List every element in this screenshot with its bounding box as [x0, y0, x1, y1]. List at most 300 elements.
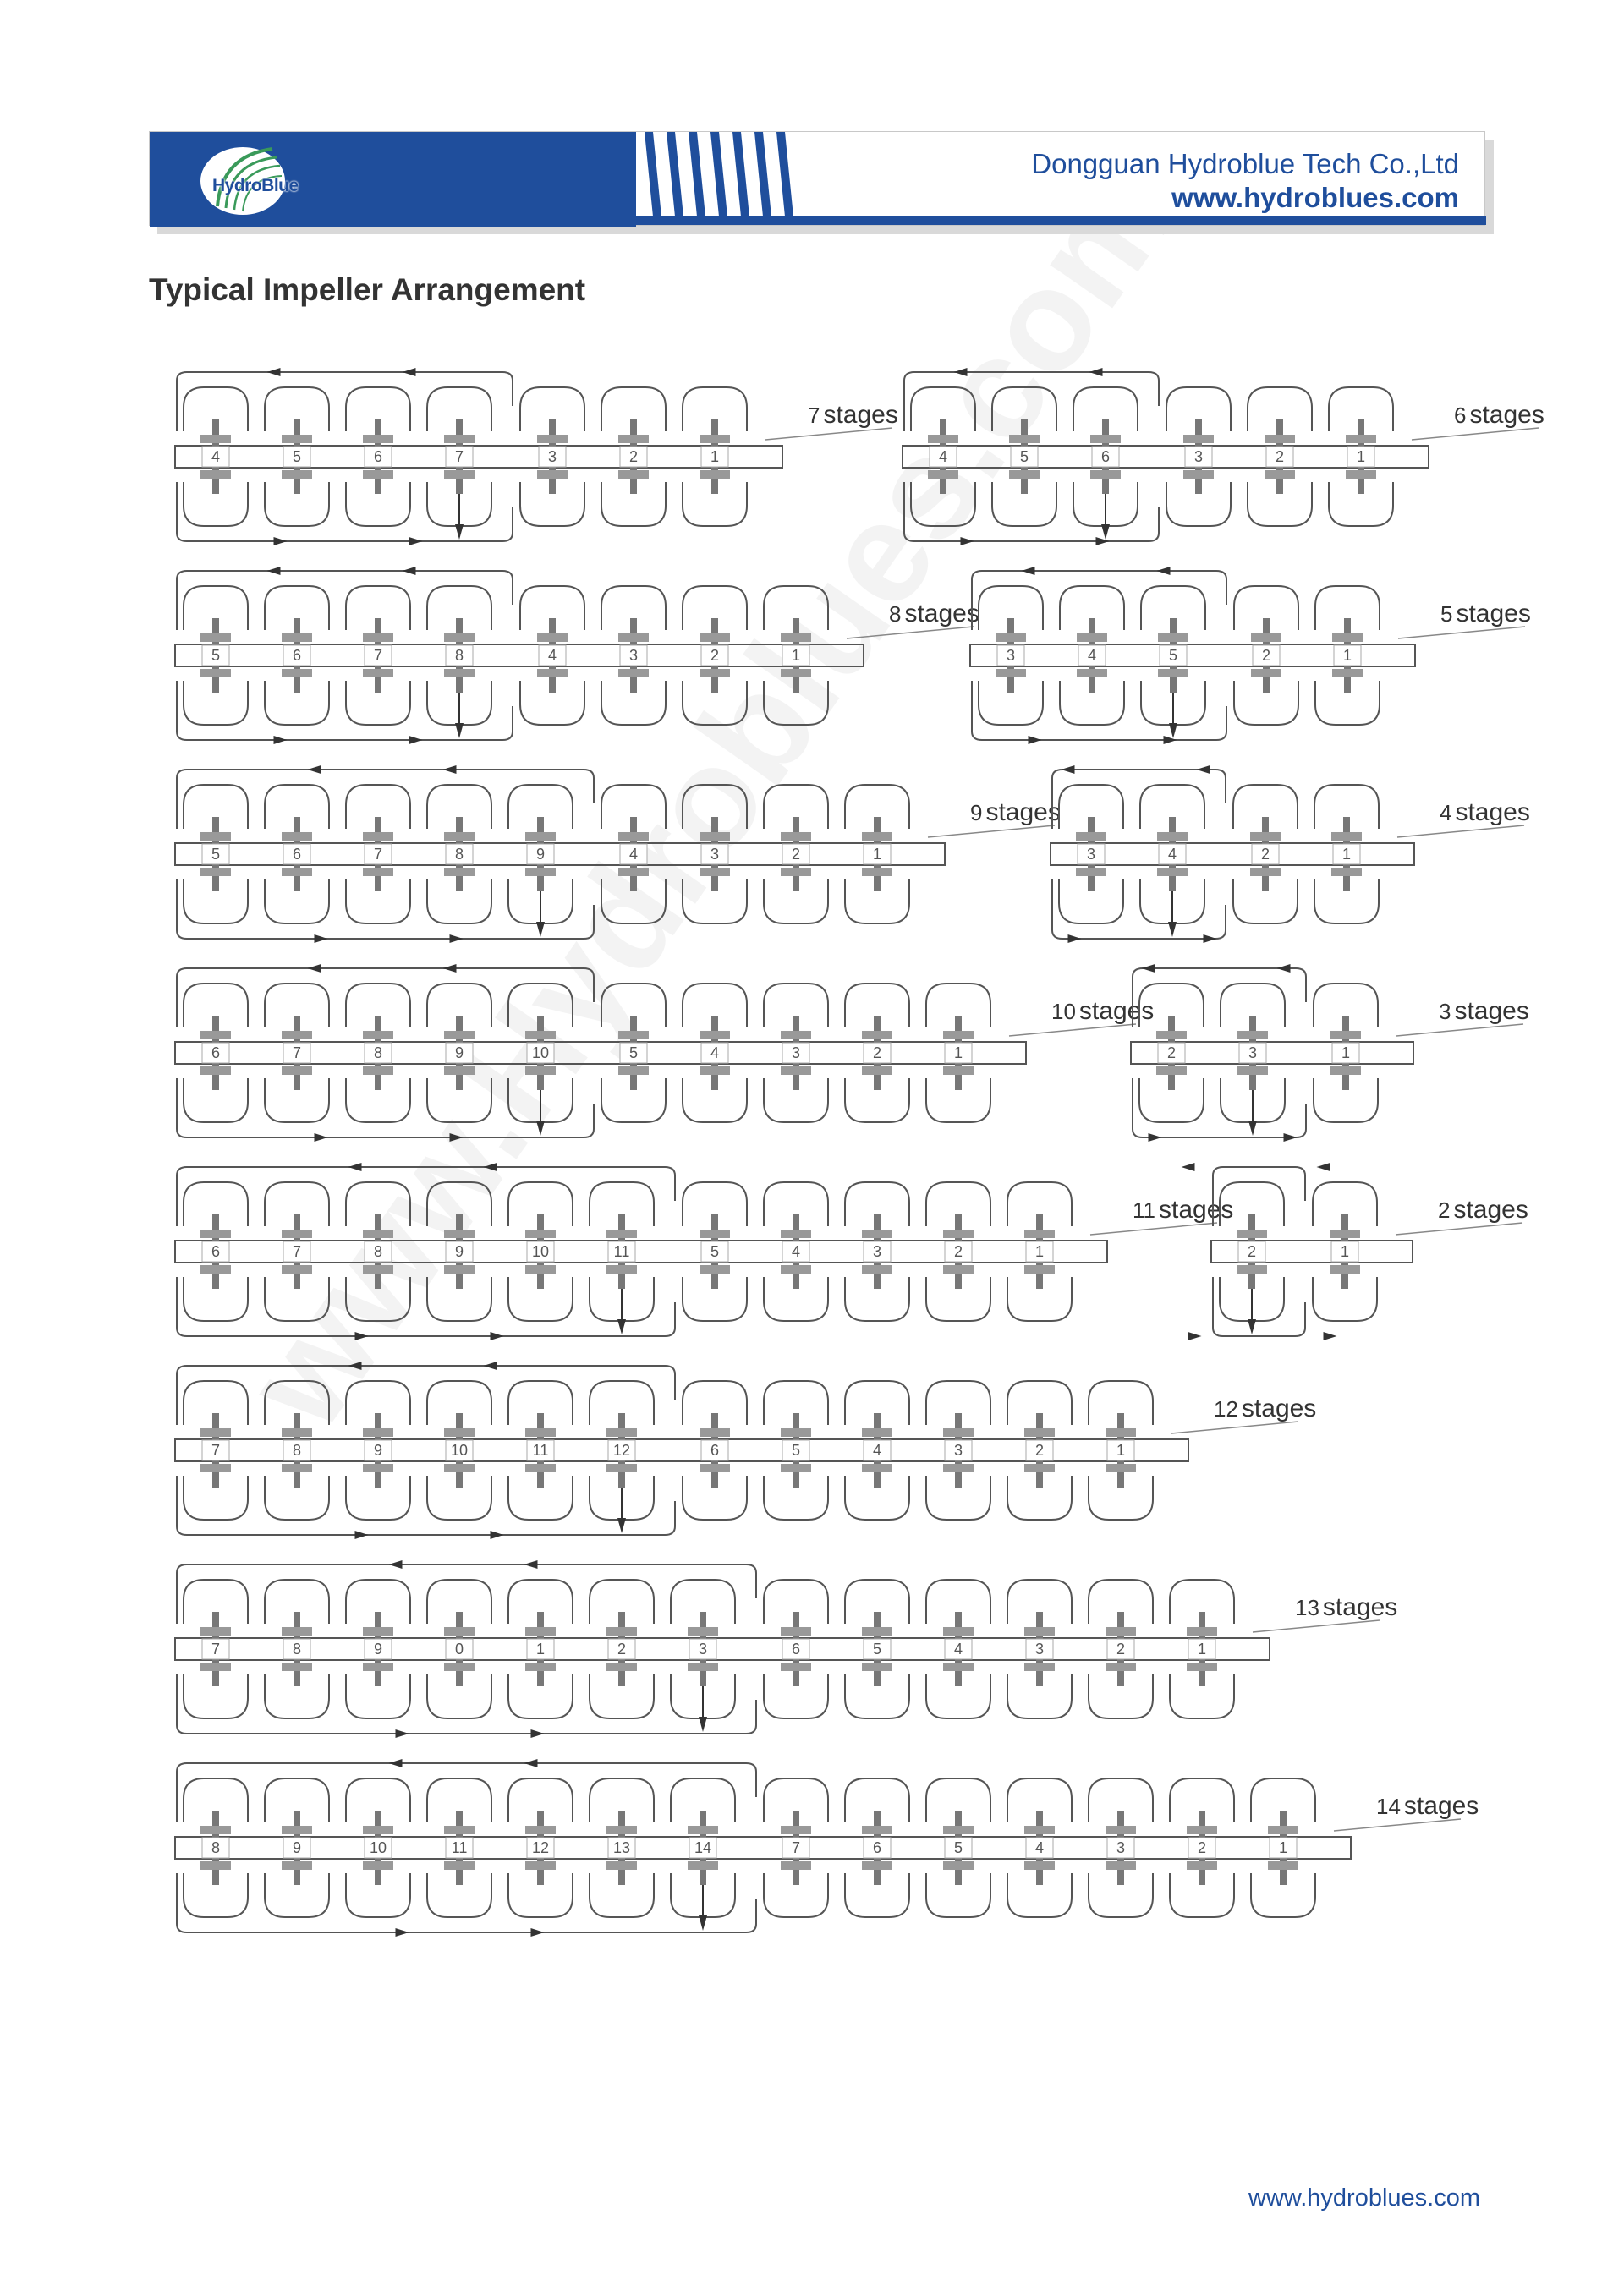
impeller	[1158, 618, 1188, 693]
impeller	[943, 1016, 974, 1090]
stage-count: 9	[970, 800, 983, 825]
impeller	[444, 817, 475, 891]
header-website[interactable]: www.hydroblues.com	[1171, 182, 1459, 213]
impeller-number: 9	[535, 846, 546, 863]
impeller-vane	[1330, 1265, 1360, 1274]
discharge-arrow-icon	[455, 524, 464, 540]
stage-count: 11	[1133, 1197, 1155, 1223]
impeller-number: 2	[1034, 1442, 1045, 1459]
impeller	[700, 1214, 730, 1289]
impeller-vane	[781, 1627, 811, 1636]
stage-word: stages	[904, 600, 979, 627]
flow-arrow-icon	[1284, 1133, 1298, 1142]
impeller-vane	[943, 1663, 974, 1671]
impeller	[943, 1413, 974, 1488]
impeller-vane	[1346, 470, 1376, 479]
impeller-number: 3	[1086, 846, 1096, 863]
impeller-number: 9	[292, 1839, 302, 1856]
flow-arrow-icon	[267, 368, 281, 376]
impeller-number: 5	[791, 1442, 801, 1459]
impeller-vane	[688, 1663, 718, 1671]
page-title: Typical Impeller Arrangement	[149, 272, 586, 307]
impeller	[1250, 817, 1281, 891]
impeller-vane	[1157, 868, 1188, 876]
impeller-vane	[618, 1031, 649, 1039]
impeller-vane	[525, 868, 556, 876]
impeller	[537, 618, 568, 693]
impeller-vane	[781, 669, 811, 677]
discharge-arrow-icon	[617, 1518, 626, 1533]
impeller-number: 7	[292, 1044, 302, 1061]
crossover-loop-bottom	[177, 1674, 756, 1734]
impeller-number: 2	[791, 846, 801, 863]
flow-arrow-icon	[1157, 567, 1171, 575]
flow-arrow-icon	[531, 1928, 545, 1937]
impeller-vane	[1251, 669, 1281, 677]
impeller-vane	[363, 1464, 393, 1472]
impeller	[700, 419, 730, 494]
impeller-number: 1	[1341, 846, 1352, 863]
impeller-vane	[1076, 868, 1106, 876]
impeller-vane	[1330, 1230, 1360, 1238]
discharge-arrow-icon	[617, 1319, 626, 1334]
impeller-vane	[525, 1861, 556, 1870]
impeller-vane	[1106, 1826, 1136, 1834]
impeller	[363, 1612, 393, 1686]
flow-arrow-icon	[1324, 1332, 1337, 1340]
impeller-number: 3	[1006, 647, 1016, 664]
stage-label	[1295, 1593, 1397, 1621]
impeller-number: 5	[292, 448, 302, 465]
impeller-vane	[525, 1031, 556, 1039]
stage-label	[1440, 600, 1531, 627]
impeller-vane	[1187, 1826, 1217, 1834]
header-stripes-graphic	[645, 132, 805, 216]
impeller	[1330, 1214, 1360, 1289]
stage-count: 8	[889, 601, 902, 627]
impeller-number: 1	[1278, 1839, 1288, 1856]
impeller-number: 2	[1261, 647, 1271, 664]
impeller-vane	[525, 1066, 556, 1075]
discharge-arrow-icon	[699, 1915, 707, 1931]
impeller	[781, 1214, 811, 1289]
crossover-loop-top	[177, 1763, 756, 1822]
impeller-vane	[200, 1230, 231, 1238]
impeller-vane	[606, 1861, 637, 1870]
impeller-number: 8	[292, 1641, 302, 1658]
impeller-vane	[1024, 1826, 1055, 1834]
impeller-vane	[1077, 669, 1107, 677]
impeller	[862, 1214, 892, 1289]
header-box	[149, 131, 1485, 226]
impeller	[1106, 1811, 1136, 1885]
flow-arrow-icon	[524, 1759, 538, 1767]
impeller-vane	[200, 1265, 231, 1274]
flow-arrow-icon	[450, 934, 464, 943]
flow-arrow-icon	[531, 1729, 545, 1738]
impeller-vane	[781, 1861, 811, 1870]
impeller-vane	[1250, 868, 1281, 876]
impeller-vane	[1009, 435, 1040, 443]
flow-arrow-icon	[524, 1560, 538, 1569]
impeller-vane	[200, 1428, 231, 1437]
impeller-number: 4	[547, 647, 557, 664]
crossover-loop-bottom	[177, 1873, 756, 1932]
impeller-number: 3	[628, 647, 639, 664]
impeller-vane	[1077, 633, 1107, 642]
impeller	[1265, 419, 1295, 494]
impeller-vane	[537, 669, 568, 677]
stage-word: stages	[1322, 1593, 1398, 1621]
impeller-vane	[606, 1627, 637, 1636]
impeller-vane	[862, 832, 892, 841]
impeller	[606, 1214, 637, 1289]
impeller	[862, 1612, 892, 1686]
impeller-vane	[200, 1861, 231, 1870]
stage-label	[1439, 997, 1529, 1025]
stage-label	[1454, 401, 1544, 429]
impeller-vane	[862, 1663, 892, 1671]
impeller	[444, 1413, 475, 1488]
label-leader-line	[1090, 1223, 1217, 1235]
impeller	[1330, 1016, 1361, 1090]
impeller-vane	[444, 1464, 475, 1472]
stage-label	[808, 401, 898, 429]
impeller-vane	[200, 633, 231, 642]
impeller-vane	[618, 1066, 649, 1075]
impeller	[200, 1016, 231, 1090]
stage-count: 5	[1440, 601, 1453, 627]
impeller-vane	[862, 868, 892, 876]
arrangement-14-stages	[175, 1759, 1479, 1937]
flow-arrow-icon	[355, 1531, 369, 1539]
impeller-vane	[444, 1066, 475, 1075]
impeller	[363, 618, 393, 693]
discharge-arrow-icon	[1168, 922, 1177, 937]
impeller	[1157, 817, 1188, 891]
impeller-number: 4	[938, 448, 948, 465]
impeller-vane	[1346, 435, 1376, 443]
impeller-vane	[525, 1464, 556, 1472]
impeller-vane	[862, 1627, 892, 1636]
impeller-vane	[200, 1066, 231, 1075]
impeller-number: 4	[872, 1442, 882, 1459]
impeller-vane	[862, 1826, 892, 1834]
impeller-vane	[943, 1826, 974, 1834]
flow-arrow-icon	[1188, 1332, 1202, 1340]
impeller-vane	[943, 1627, 974, 1636]
impeller	[525, 1214, 556, 1289]
impeller-number: 7	[791, 1839, 801, 1856]
impeller-vane	[1024, 1663, 1055, 1671]
discharge-arrow-icon	[1169, 723, 1177, 738]
impeller	[200, 1413, 231, 1488]
impeller-number: 5	[872, 1641, 882, 1658]
impeller-vane	[1106, 1627, 1136, 1636]
impeller-vane	[363, 1627, 393, 1636]
impeller-vane	[444, 1861, 475, 1870]
flow-arrow-icon	[315, 934, 328, 943]
impeller-vane	[781, 1031, 811, 1039]
flow-arrow-icon	[267, 567, 281, 575]
arrangement-5-stages	[970, 567, 1531, 744]
stage-label	[1214, 1395, 1316, 1422]
impeller-number: 11	[613, 1243, 630, 1260]
impeller-number: 1	[1356, 448, 1366, 465]
arrangement-4-stages	[1051, 765, 1530, 943]
impeller-vane	[1156, 1031, 1187, 1039]
impeller-vane	[862, 1464, 892, 1472]
impeller	[444, 1811, 475, 1885]
shaft	[175, 446, 782, 468]
impeller-vane	[1158, 669, 1188, 677]
impeller	[1187, 1612, 1217, 1686]
flow-arrow-icon	[484, 1362, 497, 1370]
impeller-vane	[1237, 1066, 1268, 1075]
stage-word: stages	[985, 798, 1061, 826]
crossover-loop-bottom	[177, 1476, 675, 1535]
impeller-vane	[943, 1464, 974, 1472]
impeller	[688, 1811, 718, 1885]
impeller	[700, 1413, 730, 1488]
impeller-number: 6	[373, 448, 383, 465]
impeller	[688, 1612, 718, 1686]
flow-arrow-icon	[1197, 765, 1210, 774]
stage-label	[1133, 1196, 1233, 1224]
impeller-vane	[862, 1265, 892, 1274]
impeller-number: 6	[211, 1044, 221, 1061]
impeller	[606, 1413, 637, 1488]
impeller-vane	[862, 1230, 892, 1238]
flow-arrow-icon	[1096, 537, 1110, 545]
stage-label	[1440, 798, 1530, 826]
impeller-vane	[700, 470, 730, 479]
flow-arrow-icon	[1029, 736, 1042, 744]
impeller-vane	[688, 1826, 718, 1834]
impeller-vane	[781, 633, 811, 642]
impeller-vane	[200, 1031, 231, 1039]
impeller-vane	[943, 1230, 974, 1238]
impeller	[1331, 817, 1362, 891]
flow-arrow-icon	[308, 765, 321, 774]
impeller-vane	[1183, 470, 1214, 479]
impeller-vane	[444, 633, 475, 642]
arrangement-2-stages	[1182, 1163, 1528, 1340]
flow-arrow-icon	[1182, 1163, 1195, 1171]
header-blue-panel	[150, 132, 636, 227]
impeller-vane	[1024, 1230, 1055, 1238]
impeller-vane	[781, 1066, 811, 1075]
crossover-loop-bottom	[1213, 1277, 1305, 1336]
impeller-number: 3	[1248, 1044, 1258, 1061]
impeller-number: 3	[791, 1044, 801, 1061]
label-leader-line	[1396, 1024, 1523, 1036]
impeller-vane	[200, 470, 231, 479]
impeller-vane	[606, 1428, 637, 1437]
impeller-vane	[1265, 470, 1295, 479]
impeller	[1106, 1612, 1136, 1686]
impeller-vane	[282, 669, 312, 677]
discharge-arrow-icon	[1101, 524, 1110, 540]
impeller-vane	[1265, 435, 1295, 443]
impeller-vane	[200, 435, 231, 443]
impeller-vane	[363, 435, 393, 443]
label-leader-line	[1412, 428, 1539, 440]
crossover-loop-top	[1133, 968, 1306, 1027]
label-leader-line	[1397, 825, 1524, 837]
impeller-vane	[525, 1428, 556, 1437]
impeller-number: 4	[710, 1044, 720, 1061]
impeller-vane	[537, 470, 568, 479]
impeller-number: 1	[872, 846, 882, 863]
header-bottom-line	[150, 216, 1486, 225]
impeller-vane	[688, 1627, 718, 1636]
impeller	[1090, 419, 1121, 494]
impeller-vane	[1076, 832, 1106, 841]
impeller-number: 8	[211, 1839, 221, 1856]
flow-arrow-icon	[1277, 964, 1291, 973]
page-header	[149, 131, 1485, 228]
impeller	[200, 1214, 231, 1289]
impeller	[781, 1016, 811, 1090]
stage-word: stages	[1455, 798, 1530, 826]
impeller-vane	[1268, 1861, 1298, 1870]
impeller	[444, 419, 475, 494]
impeller-vane	[700, 1066, 730, 1075]
impeller-number: 9	[454, 1044, 464, 1061]
impeller	[200, 817, 231, 891]
flow-arrow-icon	[308, 964, 321, 973]
discharge-arrow-icon	[699, 1717, 707, 1732]
impeller-vane	[363, 1265, 393, 1274]
impeller-vane	[282, 1861, 312, 1870]
flow-arrow-icon	[1164, 736, 1177, 744]
impeller-number: 10	[369, 1839, 387, 1856]
stage-label	[1438, 1196, 1528, 1224]
impeller	[363, 1016, 393, 1090]
impeller-vane	[1009, 470, 1040, 479]
crossover-loop-top	[1052, 770, 1226, 829]
impeller-vane	[1106, 1663, 1136, 1671]
impeller-number: 2	[710, 647, 720, 664]
impeller-number: 2	[1247, 1243, 1257, 1260]
impeller-vane	[1331, 868, 1362, 876]
impeller-vane	[928, 435, 958, 443]
impeller-vane	[200, 669, 231, 677]
impeller-vane	[525, 1826, 556, 1834]
flow-arrow-icon	[1022, 567, 1035, 575]
impeller-vane	[282, 1627, 312, 1636]
stage-word: stages	[823, 401, 898, 429]
label-leader-line	[1171, 1422, 1298, 1433]
flow-arrow-icon	[1204, 934, 1217, 943]
impeller-vane	[444, 1031, 475, 1039]
impeller-number: 6	[1100, 448, 1111, 465]
impeller-vane	[363, 868, 393, 876]
impeller-vane	[700, 669, 730, 677]
discharge-arrow-icon	[1248, 1121, 1257, 1136]
impeller-number: 0	[454, 1641, 464, 1658]
flow-arrow-icon	[491, 1332, 504, 1340]
impeller-vane	[444, 832, 475, 841]
impeller-vane	[618, 633, 649, 642]
flow-arrow-icon	[274, 537, 288, 545]
impeller-number: 10	[531, 1243, 550, 1260]
impeller-number: 11	[451, 1839, 468, 1856]
impeller-vane	[282, 1663, 312, 1671]
stage-word: stages	[1469, 401, 1544, 429]
footer-website[interactable]: www.hydroblues.com	[1248, 2184, 1480, 2211]
logo-text: HydroBlue	[212, 176, 299, 195]
impeller-vane	[363, 1230, 393, 1238]
impeller-vane	[1158, 633, 1188, 642]
impeller-vane	[1024, 1428, 1055, 1437]
impeller-vane	[282, 1031, 312, 1039]
impeller-vane	[928, 470, 958, 479]
impeller	[862, 1811, 892, 1885]
impeller-number: 2	[628, 448, 639, 465]
impeller-vane	[606, 1265, 637, 1274]
flow-arrow-icon	[315, 1133, 328, 1142]
flow-arrow-icon	[1317, 1163, 1330, 1171]
stage-word: stages	[1454, 997, 1529, 1025]
impeller	[1024, 1811, 1055, 1885]
flow-arrow-icon	[274, 736, 288, 744]
impeller	[1268, 1811, 1298, 1885]
impeller	[862, 1016, 892, 1090]
stage-count: 6	[1454, 403, 1467, 428]
impeller-vane	[781, 1230, 811, 1238]
impeller	[444, 618, 475, 693]
impeller-vane	[606, 1230, 637, 1238]
impeller-vane	[996, 633, 1026, 642]
impeller-vane	[1024, 1265, 1055, 1274]
impeller-vane	[606, 1663, 637, 1671]
flow-arrow-icon	[403, 368, 416, 376]
company-info	[1031, 147, 1459, 215]
label-leader-line	[928, 825, 1055, 837]
crossover-loop-bottom	[1133, 1078, 1306, 1137]
impeller-vane	[943, 1428, 974, 1437]
impeller-vane	[1268, 1826, 1298, 1834]
impeller-vane	[781, 868, 811, 876]
crossover-loop-bottom	[1052, 879, 1226, 939]
impeller	[781, 1612, 811, 1686]
crossover-loop-top	[177, 1564, 756, 1624]
impeller-vane	[1187, 1627, 1217, 1636]
impeller-vane	[525, 1627, 556, 1636]
impeller	[1077, 618, 1107, 693]
impeller-number: 10	[450, 1442, 469, 1459]
impeller-vane	[444, 470, 475, 479]
crossover-loop-top	[177, 770, 594, 829]
impeller-vane	[1106, 1428, 1136, 1437]
impeller-number: 11	[532, 1442, 549, 1459]
impeller-vane	[700, 832, 730, 841]
impeller-vane	[1187, 1861, 1217, 1870]
impeller	[996, 618, 1026, 693]
impeller	[943, 1214, 974, 1289]
impeller-vane	[781, 832, 811, 841]
impeller-vane	[943, 1066, 974, 1075]
impeller-vane	[282, 633, 312, 642]
impeller	[1346, 419, 1376, 494]
impeller-number: 7	[373, 647, 383, 664]
impeller	[282, 1612, 312, 1686]
impeller-number: 2	[617, 1641, 627, 1658]
impeller-vane	[781, 1464, 811, 1472]
impeller	[862, 1413, 892, 1488]
